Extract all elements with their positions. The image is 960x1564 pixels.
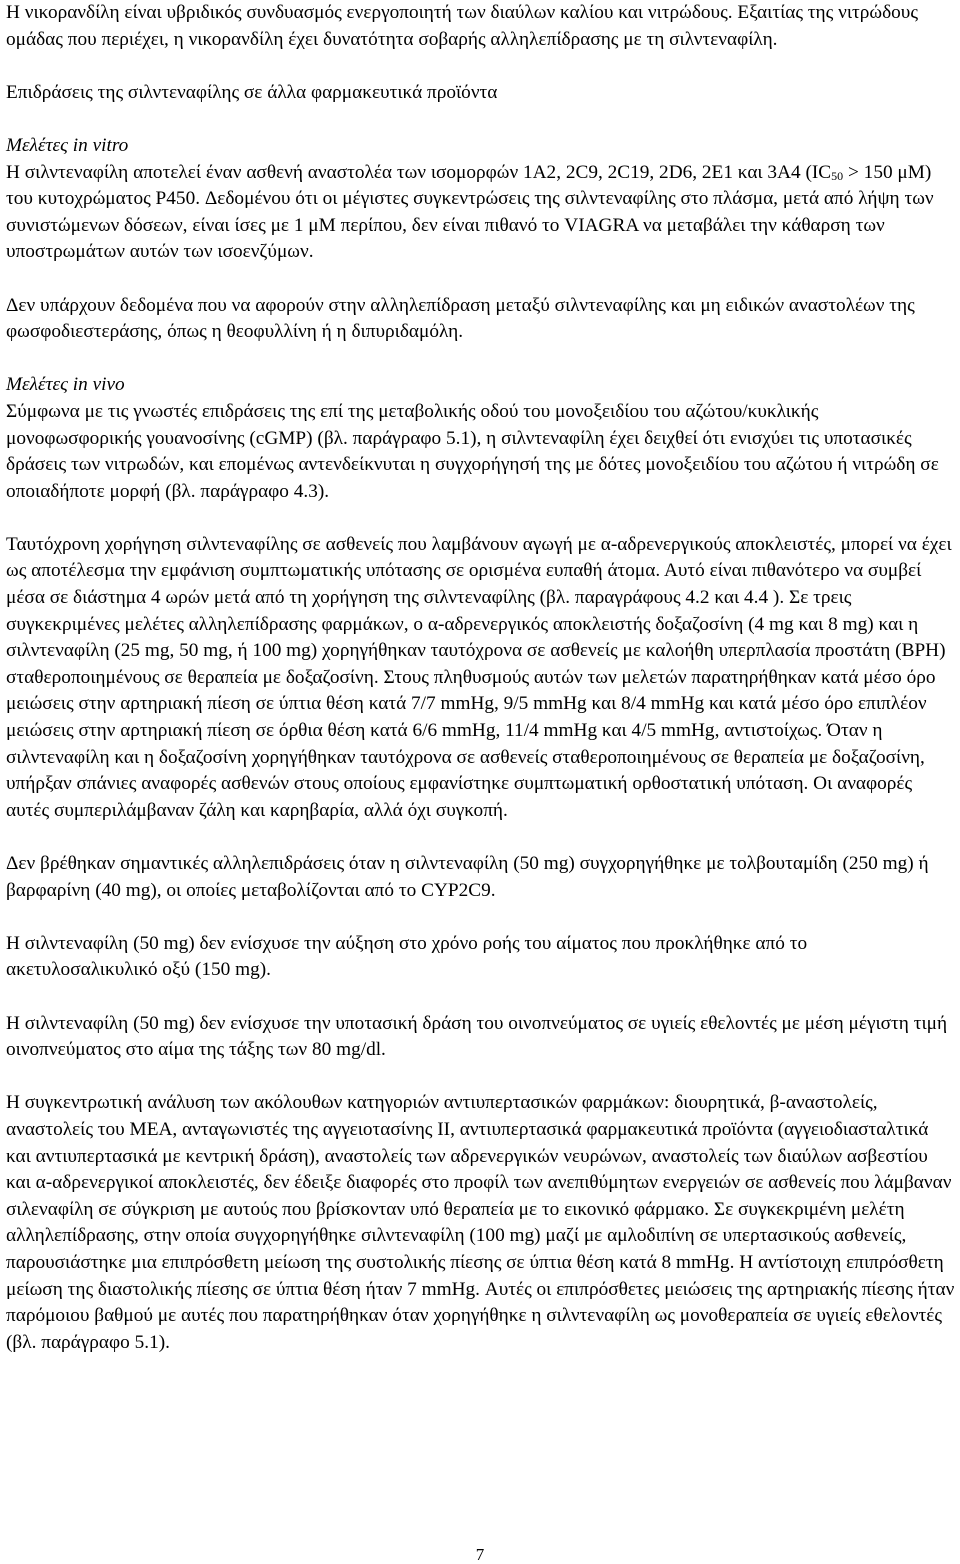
paragraph-in-vivo: Σύμφωνα με τις γνωστές επιδράσεις της επί της μεταβολικής οδού του μονοξειδίου του αζώτου/κυκλικής μονοφωσφορικής γουανοσίνης (cGMP) (βλ. παράγραφο 5.1), η σιλντεναφίλη έχει δειχθεί ότι ενισχύει τις υποτασικές δράσεις των νιτρωδών, και επομένως αντενδείκνυται η συγχορήγησή της με δότες μονοξειδίου του αζώτου ή νιτρώδη σε οποιαδήποτε μορφή (βλ. παράγραφο 4.3). <box>6 400 939 502</box>
subheading-in-vivo: Μελέτες in vivo <box>6 374 125 396</box>
paragraph-alcohol: Η σιλντεναφίλη (50 mg) δεν ενίσχυσε την υποτασική δράση του οινοπνεύματος σε υγιείς εθελοντές με μέση μέγιστη τιμή οινοπνεύματος στο αίμα της τάξης των 80 mg/dl. <box>6 1012 948 1061</box>
in-vitro-text-a: Η σιλντεναφίλη αποτελεί έναν ασθενή αναστολέα των ισομορφών 1A2, 2C9, 2C19, 2D6, 2E1 και 3A4 (IC <box>6 161 832 183</box>
paragraph-cyp2c9: Δεν βρέθηκαν σημαντικές αλληλεπιδράσεις όταν η σιλντεναφίλη (50 mg) συγχορηγήθηκε με τολβουταμίδη (250 mg) ή βαρφαρίνη (40 mg), οι οποίες μεταβολίζονται από το CYP2C9. <box>6 853 929 901</box>
page-number: 7 <box>475 1545 485 1564</box>
paragraph-alpha-blockers: Ταυτόχρονη χορήγηση σιλντεναφίλης σε ασθενείς που λαμβάνουν αγωγή με α-αδρενεργικούς αποκλειστές, μπορεί να έχει ως αποτέλεσμα την εμφάνιση συμπτωματικής υπότασης σε ορισμένα ευπαθή άτομα. Αυτό είναι πιθανότερο να συμβεί μέσα σε διάστημα 4 ωρών μετά από τη χορήγηση της σιλντεναφίλης (βλ. παραγράφους 4.2 και 4.4 ). Σε τρεις συγκεκριμένες μελέτες αλληλεπίδρασης φαρμάκων, ο α-αδρενεργικός αποκλειστής δοξαζοσίνη (4 mg και 8 mg) και η σιλντεναφίλη (25 mg, 50 mg, ή 100 mg) χορηγήθηκαν ταυτόχρονα σε ασθενείς με καλοήθη υπερπλασία προστάτη (BPH) σταθεροποιημένους σε θεραπεία με δοξαζοσίνη. Στους πληθυσμούς αυτών των μελετών παρατηρήθηκαν κατά μέσο όρο μειώσεις στην αρτηριακή πίεση σε ύπτια θέση κατά 7/7 mmHg, 9/5 mmHg και 8/4 mmHg και κατά μέσο όρο επιπλέον μειώσεις στην αρτηριακή πίεση σε όρθια θέση κατά 6/6 mmHg, 11/4 mmHg και 4/5 mmHg, αντιστοίχως. Όταν η σιλντεναφίλη και η δοξαζοσίνη χορηγήθηκαν ταυτόχρονα σε ασθενείς σταθεροποιημένους σε θεραπεία με δοξαζοσίνη, υπήρξαν σπάνιες αναφορές ασθενών στους οποίους εμφανίστηκε συμπτωματική ορθοστατική υπόταση. Οι αναφορές αυτές συμπεριλάμβαναν ζάλη και καρηβαρία, αλλά όχι συγκοπή. <box>6 533 952 821</box>
paragraph-no-data: Δεν υπάρχουν δεδομένα που να αφορούν στην αλληλεπίδραση μεταξύ σιλντεναφίλης και μη ειδικών αναστολέων της φωσφοδιεστεράσης, όπως η θεοφυλλίνη ή η διπυριδαμόλη. <box>6 294 915 343</box>
in-vitro-text-b: > 150 μM) του κυτοχρώματος P450. Δεδομένου ότι οι μέγιστες συγκεντρώσεις της σιλντεναφίλης στο πλάσμα, μετά από λήψη των συνιστώμενων δόσεων, είναι ίσες με 1 μM περίπου, δεν είναι πιθανό το VIAGRA να μεταβάλει την κάθαρση των υποστρωμάτων αυτών των ισοενζύμων. <box>6 161 934 263</box>
ic50-subscript: 50 <box>831 168 844 183</box>
document-page <box>6 0 956 1356</box>
paragraph-in-vitro <box>6 160 956 266</box>
paragraph-antihypertensives: Η συγκεντρωτική ανάλυση των ακόλουθων κατηγοριών αντιυπερτασικών φαρμάκων: διουρητικά, β-αναστολείς, αναστολείς του ΜΕΑ, ανταγωνιστές της αγγειοτασίνης ΙΙ, αντιυπερτασικά φαρμακευτικά προϊόντα (αγγειοδιασταλτικά και αντιυπερτασικά με κεντρική δράση), αναστολείς των αδρενεργικών νευρώνων, αναστολείς των διαύλων ασβεστίου και α-αδρενεργικοί αποκλειστές, δεν έδειξε διαφορές στο προφίλ των ανεπιθύμητων ενεργειών σε ασθενείς που λάμβαναν σιλεναφίλη σε σύγκριση με αυτούς που βρίσκονταν υπό θεραπεία με το εικονικό φάρμακο. Σε συγκεκριμένη μελέτη αλληλεπίδρασης, στην οποία συγχορηγήθηκε σιλντεναφίλη (100 mg) μαζί με αμλοδιπίνη σε υπερτασικούς ασθενείς, παρουσιάστηκε μια επιπρόσθετη μείωση της συστολικής πίεσης σε ύπτια θέση κατά 8 mmHg. Η αντίστοιχη επιπρόσθετη μείωση της διαστολικής πίεσης σε ύπτια θέση ήταν 7 mmHg. Αυτές οι επιπρόσθετες μειώσεις της αρτηριακής πίεσης ήταν παρόμοιου βαθμού με αυτές που παρατηρήθηκαν όταν χορηγήθηκε η σιλντεναφίλη ως μονοθεραπεία σε υγιείς εθελοντές (βλ. παράγραφο 5.1). <box>6 1092 955 1353</box>
subheading-in-vitro: Μελέτες in vitro <box>6 134 129 156</box>
paragraph-nicorandil: Η νικορανδίλη είναι υβριδικός συνδυασμός ενεργοποιητή των διαύλων καλίου και νιτρώδους. Εξαιτίας της νιτρώδους ομάδας που περιέχει, η νικορανδίλη έχει δυνατότητα σοβαρής αλληλεπίδρασης με τη σιλντεναφίλη. <box>6 2 918 50</box>
section-heading-effects: Επιδράσεις της σιλντεναφίλης σε άλλα φαρμακευτικά προϊόντα <box>6 81 498 103</box>
paragraph-aspirin: Η σιλντεναφίλη (50 mg) δεν ενίσχυσε την αύξηση στο χρόνο ροής του αίματος που προκλήθηκε από το ακετυλοσαλικυλικό οξύ (150 mg). <box>6 932 808 981</box>
